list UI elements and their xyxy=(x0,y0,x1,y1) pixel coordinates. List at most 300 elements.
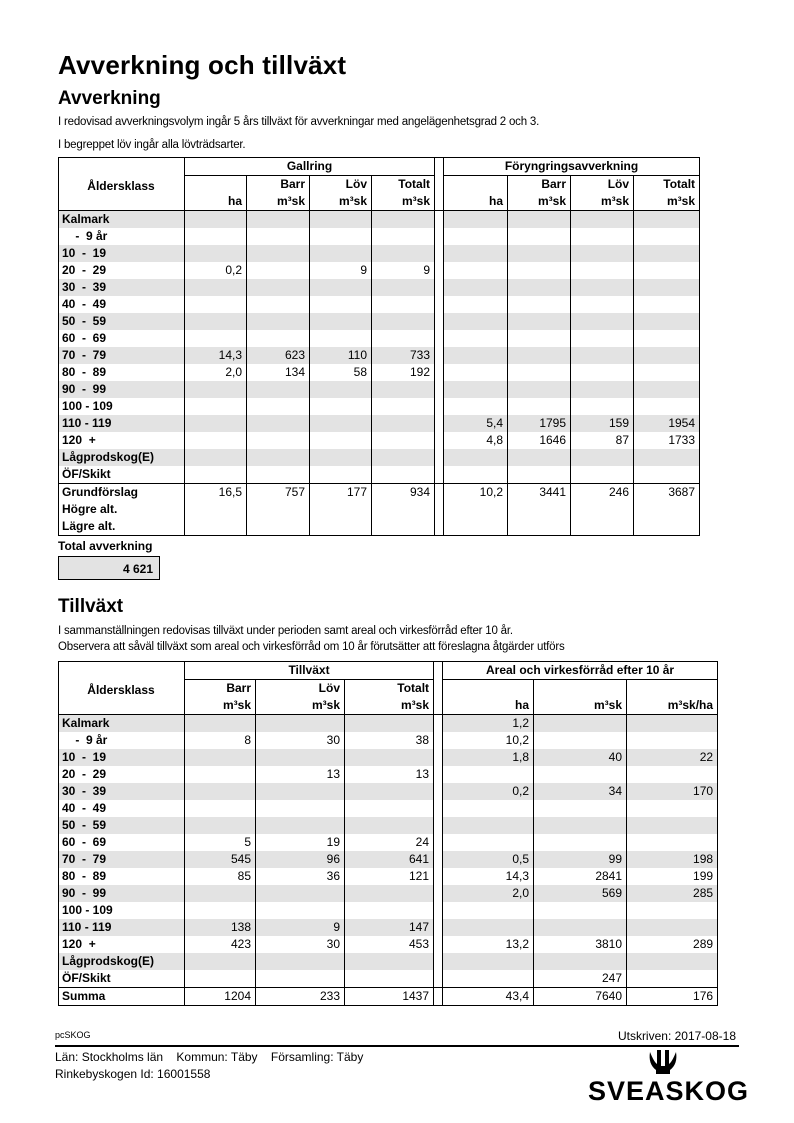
column-gap xyxy=(435,228,444,245)
cell-g-barr xyxy=(247,313,310,330)
cell-m3ha xyxy=(627,902,718,919)
cell-m3 xyxy=(534,834,627,851)
cell-g-tot xyxy=(372,518,435,536)
col-totalt: Totalt xyxy=(345,680,434,698)
print-date: Utskriven: 2017-08-18 xyxy=(617,1029,736,1043)
row-label: - 9 år xyxy=(59,732,185,749)
cell-f-barr: 3441 xyxy=(508,484,571,502)
cell-f-barr xyxy=(508,364,571,381)
cell-g-ha xyxy=(185,296,247,313)
row-label: 120 + xyxy=(59,936,185,953)
cell-f-ha: 10,2 xyxy=(444,484,508,502)
cell-ha: 1,8 xyxy=(443,749,534,766)
table-row xyxy=(59,228,700,245)
column-gap xyxy=(435,262,444,279)
cell-f-barr xyxy=(508,466,571,484)
cell-f-barr: 1646 xyxy=(508,432,571,449)
cell-m3ha xyxy=(627,919,718,936)
program-name: pcSKOG xyxy=(55,1030,91,1040)
cell-ha xyxy=(443,902,534,919)
cell-ha: 0,2 xyxy=(443,783,534,800)
cell-barr xyxy=(185,970,256,988)
column-gap xyxy=(435,501,444,518)
table-row xyxy=(59,313,700,330)
cell-g-ha xyxy=(185,211,247,229)
cell-barr xyxy=(185,783,256,800)
cell-lov: 30 xyxy=(256,732,345,749)
col-unit: m³sk xyxy=(247,193,310,211)
cell-f-ha xyxy=(444,211,508,229)
cell-ha: 13,2 xyxy=(443,936,534,953)
cell-g-tot xyxy=(372,313,435,330)
col-barr: Barr xyxy=(508,176,571,194)
column-gap xyxy=(434,766,443,783)
cell-barr xyxy=(185,953,256,970)
cell-g-ha xyxy=(185,398,247,415)
cell-g-tot xyxy=(372,381,435,398)
table-row xyxy=(59,834,718,851)
cell-f-barr xyxy=(508,211,571,229)
cell-f-ha: 4,8 xyxy=(444,432,508,449)
cell-m3ha xyxy=(627,953,718,970)
cell-g-lov xyxy=(310,466,372,484)
table-row xyxy=(59,766,718,783)
cell-f-barr xyxy=(508,398,571,415)
cell-g-ha: 0,2 xyxy=(185,262,247,279)
cell-m3: 247 xyxy=(534,970,627,988)
col-unit: m³sk xyxy=(310,193,372,211)
table-row xyxy=(59,347,700,364)
cell-f-ha xyxy=(444,518,508,536)
cell-g-lov xyxy=(310,381,372,398)
cell-f-lov: 159 xyxy=(571,415,634,432)
cell-f-lov xyxy=(571,518,634,536)
cell-barr xyxy=(185,885,256,902)
col-unit: m³sk xyxy=(256,697,345,715)
cell-tot xyxy=(345,817,434,834)
col-barr: Barr xyxy=(185,680,256,698)
cell-f-ha xyxy=(444,501,508,518)
page-title: Avverkning och tillväxt xyxy=(58,50,347,80)
cell-m3: 34 xyxy=(534,783,627,800)
cell-lov xyxy=(256,817,345,834)
table-row xyxy=(59,800,718,817)
cell-barr: 138 xyxy=(185,919,256,936)
col-totalt: Totalt xyxy=(372,176,435,194)
cell-m3ha xyxy=(627,970,718,988)
cell-g-barr xyxy=(247,211,310,229)
cell-m3: 2841 xyxy=(534,868,627,885)
cell-g-tot xyxy=(372,330,435,347)
cell-f-barr xyxy=(508,449,571,466)
cell-g-lov xyxy=(310,211,372,229)
cell-g-barr xyxy=(247,398,310,415)
cell-ha xyxy=(443,970,534,988)
column-gap xyxy=(435,466,444,484)
cell-f-barr xyxy=(508,501,571,518)
cell-g-lov: 58 xyxy=(310,364,372,381)
column-gap xyxy=(434,732,443,749)
cell-f-barr xyxy=(508,347,571,364)
row-label: ÖF/Skikt xyxy=(59,466,185,484)
cell-barr: 423 xyxy=(185,936,256,953)
table-row xyxy=(59,262,700,279)
cell-f-barr xyxy=(508,279,571,296)
row-label: 20 - 29 xyxy=(59,766,185,783)
cell-m3ha xyxy=(627,834,718,851)
cell-barr: 1204 xyxy=(185,988,256,1006)
column-gap xyxy=(434,902,443,919)
avverkning-note-1: I redovisad avverkningsvolym ingår 5 års tillväxt för avverkningar med angelägenhetsgrad 2 och 3. xyxy=(58,116,540,128)
column-gap xyxy=(435,415,444,432)
cell-barr: 545 xyxy=(185,851,256,868)
cell-f-barr xyxy=(508,245,571,262)
col-unit: m³sk xyxy=(508,193,571,211)
row-label: 80 - 89 xyxy=(59,868,185,885)
cell-f-barr xyxy=(508,518,571,536)
cell-g-barr xyxy=(247,432,310,449)
summary-row xyxy=(59,484,700,502)
cell-f-lov xyxy=(571,449,634,466)
column-gap xyxy=(435,484,444,502)
cell-tot: 453 xyxy=(345,936,434,953)
table-row xyxy=(59,902,718,919)
cell-tot xyxy=(345,749,434,766)
column-gap xyxy=(434,749,443,766)
cell-f-ha xyxy=(444,398,508,415)
table-row xyxy=(59,953,718,970)
cell-m3ha: 285 xyxy=(627,885,718,902)
cell-f-ha xyxy=(444,262,508,279)
cell-f-tot xyxy=(634,262,700,279)
col-lov: Löv xyxy=(310,176,372,194)
logo-text: SVEASKOG xyxy=(588,1076,750,1106)
table-row xyxy=(59,970,718,988)
cell-g-barr: 757 xyxy=(247,484,310,502)
summary-row xyxy=(59,501,700,518)
column-gap xyxy=(435,398,444,415)
row-label: 60 - 69 xyxy=(59,330,185,347)
row-label: 90 - 99 xyxy=(59,885,185,902)
column-gap xyxy=(434,919,443,936)
row-label: Lågprodskog(E) xyxy=(59,449,185,466)
cell-f-barr xyxy=(508,381,571,398)
cell-f-barr xyxy=(508,228,571,245)
cell-m3 xyxy=(534,766,627,783)
table-row xyxy=(59,398,700,415)
sveaskog-logo xyxy=(586,1048,750,1108)
row-label: 30 - 39 xyxy=(59,783,185,800)
cell-ha: 0,5 xyxy=(443,851,534,868)
cell-f-tot xyxy=(634,211,700,229)
cell-m3: 99 xyxy=(534,851,627,868)
cell-m3ha xyxy=(627,817,718,834)
row-label: 110 - 119 xyxy=(59,919,185,936)
cell-tot xyxy=(345,953,434,970)
row-label: 50 - 59 xyxy=(59,817,185,834)
col-lov: Löv xyxy=(256,680,345,698)
cell-f-lov xyxy=(571,262,634,279)
row-label: 10 - 19 xyxy=(59,749,185,766)
table-row xyxy=(59,936,718,953)
col-unit-per-ha: m³sk/ha xyxy=(627,697,718,715)
column-gap xyxy=(434,988,443,1006)
row-label: Lägre alt. xyxy=(59,518,185,536)
column-gap xyxy=(434,817,443,834)
cell-f-ha xyxy=(444,347,508,364)
cell-g-tot xyxy=(372,279,435,296)
cell-g-lov xyxy=(310,228,372,245)
col-unit: m³sk xyxy=(185,697,256,715)
cell-g-tot xyxy=(372,415,435,432)
column-gap xyxy=(434,834,443,851)
cell-g-ha xyxy=(185,501,247,518)
col-totalt: Totalt xyxy=(634,176,700,194)
cell-m3 xyxy=(534,800,627,817)
column-gap xyxy=(434,783,443,800)
column-gap xyxy=(434,936,443,953)
cell-g-ha xyxy=(185,449,247,466)
cell-barr xyxy=(185,800,256,817)
cell-g-barr xyxy=(247,415,310,432)
col-unit: m³sk xyxy=(634,193,700,211)
column-gap xyxy=(434,953,443,970)
cell-lov xyxy=(256,970,345,988)
cell-ha: 2,0 xyxy=(443,885,534,902)
table-row xyxy=(59,851,718,868)
cell-m3 xyxy=(534,902,627,919)
cell-f-tot xyxy=(634,398,700,415)
column-gap xyxy=(435,245,444,262)
row-label: 100 - 109 xyxy=(59,902,185,919)
cell-g-barr xyxy=(247,330,310,347)
cell-lov xyxy=(256,783,345,800)
cell-g-lov xyxy=(310,518,372,536)
row-label: - 9 år xyxy=(59,228,185,245)
column-gap xyxy=(435,296,444,313)
cell-m3 xyxy=(534,919,627,936)
cell-tot: 13 xyxy=(345,766,434,783)
column-gap xyxy=(435,449,444,466)
cell-m3ha: 170 xyxy=(627,783,718,800)
cell-tot xyxy=(345,970,434,988)
cell-m3ha xyxy=(627,732,718,749)
column-gap xyxy=(435,432,444,449)
cell-lov xyxy=(256,902,345,919)
cell-m3: 40 xyxy=(534,749,627,766)
cell-f-ha xyxy=(444,228,508,245)
cell-g-lov xyxy=(310,449,372,466)
cell-g-tot xyxy=(372,245,435,262)
tillvaxt-group-header: Tillväxt xyxy=(185,662,434,680)
table-row xyxy=(59,364,700,381)
cell-tot: 1437 xyxy=(345,988,434,1006)
cell-f-ha: 5,4 xyxy=(444,415,508,432)
cell-f-lov xyxy=(571,381,634,398)
cell-lov xyxy=(256,749,345,766)
row-label: 100 - 109 xyxy=(59,398,185,415)
cell-m3 xyxy=(534,732,627,749)
cell-g-barr xyxy=(247,228,310,245)
cell-f-barr xyxy=(508,330,571,347)
cell-g-lov xyxy=(310,330,372,347)
cell-f-tot xyxy=(634,245,700,262)
row-label: 60 - 69 xyxy=(59,834,185,851)
row-label: 70 - 79 xyxy=(59,347,185,364)
cell-barr xyxy=(185,817,256,834)
column-gap xyxy=(435,330,444,347)
column-gap xyxy=(434,851,443,868)
table-row xyxy=(59,885,718,902)
age-class-header: Åldersklass xyxy=(59,662,185,715)
cell-g-tot xyxy=(372,466,435,484)
cell-f-lov xyxy=(571,211,634,229)
cell-f-lov xyxy=(571,313,634,330)
cell-g-ha xyxy=(185,279,247,296)
column-gap xyxy=(434,868,443,885)
cell-m3ha xyxy=(627,766,718,783)
cell-m3ha: 176 xyxy=(627,988,718,1006)
cell-barr xyxy=(185,715,256,733)
cell-f-tot xyxy=(634,296,700,313)
cell-g-ha: 16,5 xyxy=(185,484,247,502)
cell-g-lov: 9 xyxy=(310,262,372,279)
row-label: Summa xyxy=(59,988,185,1006)
cell-g-barr xyxy=(247,279,310,296)
total-avverkning-value: 4 621 xyxy=(58,556,160,580)
foryngring-group-header: Föryngringsavverkning xyxy=(444,158,700,176)
cell-f-ha xyxy=(444,296,508,313)
table-row xyxy=(59,432,700,449)
cell-lov: 19 xyxy=(256,834,345,851)
row-label: 40 - 49 xyxy=(59,296,185,313)
cell-g-ha xyxy=(185,415,247,432)
cell-barr xyxy=(185,766,256,783)
cell-lov: 9 xyxy=(256,919,345,936)
cell-f-ha xyxy=(444,313,508,330)
cell-g-ha xyxy=(185,330,247,347)
cell-g-barr xyxy=(247,381,310,398)
col-unit: m³sk xyxy=(571,193,634,211)
table-row xyxy=(59,449,700,466)
cell-barr xyxy=(185,749,256,766)
table-row xyxy=(59,381,700,398)
cell-f-lov xyxy=(571,364,634,381)
cell-tot xyxy=(345,715,434,733)
cell-lov xyxy=(256,715,345,733)
table-row xyxy=(59,732,718,749)
cell-g-tot xyxy=(372,296,435,313)
cell-f-tot xyxy=(634,381,700,398)
cell-g-tot xyxy=(372,398,435,415)
table-row xyxy=(59,919,718,936)
row-label: Lågprodskog(E) xyxy=(59,953,185,970)
column-gap xyxy=(435,211,444,229)
cell-g-tot: 192 xyxy=(372,364,435,381)
cell-ha xyxy=(443,766,534,783)
row-label: Kalmark xyxy=(59,715,185,733)
cell-g-ha xyxy=(185,432,247,449)
cell-g-ha xyxy=(185,228,247,245)
table-row xyxy=(59,783,718,800)
table-row xyxy=(59,415,700,432)
avverkning-heading: Avverkning xyxy=(58,88,161,109)
cell-g-lov xyxy=(310,415,372,432)
cell-f-lov xyxy=(571,398,634,415)
tillvaxt-note-2: Observera att såväl tillväxt som areal och virkesförråd om 10 år förutsätter att föreslagna åtgärder utförs xyxy=(58,641,565,653)
col-ha: ha xyxy=(444,193,508,211)
cell-f-lov: 246 xyxy=(571,484,634,502)
cell-g-ha xyxy=(185,518,247,536)
cell-m3: 7640 xyxy=(534,988,627,1006)
gallring-group-header: Gallring xyxy=(185,158,435,176)
cell-m3 xyxy=(534,715,627,733)
cell-g-tot xyxy=(372,449,435,466)
cell-lov xyxy=(256,800,345,817)
cell-g-lov xyxy=(310,296,372,313)
col-ha: ha xyxy=(443,697,534,715)
cell-barr: 8 xyxy=(185,732,256,749)
crown-icon xyxy=(586,1048,740,1078)
cell-f-lov xyxy=(571,245,634,262)
cell-g-lov xyxy=(310,245,372,262)
cell-m3ha: 22 xyxy=(627,749,718,766)
col-unit: m³sk xyxy=(534,697,627,715)
cell-f-lov: 87 xyxy=(571,432,634,449)
cell-f-tot xyxy=(634,330,700,347)
cell-g-lov xyxy=(310,398,372,415)
cell-ha xyxy=(443,834,534,851)
cell-f-lov xyxy=(571,279,634,296)
cell-m3ha: 289 xyxy=(627,936,718,953)
row-label: 50 - 59 xyxy=(59,313,185,330)
row-label: 120 + xyxy=(59,432,185,449)
avverkning-note-2: I begreppet löv ingår alla lövträdsarter. xyxy=(58,139,246,151)
cell-lov: 13 xyxy=(256,766,345,783)
cell-f-lov xyxy=(571,330,634,347)
cell-f-lov xyxy=(571,466,634,484)
cell-g-ha: 2,0 xyxy=(185,364,247,381)
cell-f-tot xyxy=(634,279,700,296)
cell-f-tot xyxy=(634,449,700,466)
column-gap xyxy=(435,279,444,296)
cell-g-barr: 134 xyxy=(247,364,310,381)
cell-f-barr: 1795 xyxy=(508,415,571,432)
row-label: Grundförslag xyxy=(59,484,185,502)
cell-g-ha xyxy=(185,245,247,262)
cell-g-barr xyxy=(247,296,310,313)
cell-m3: 569 xyxy=(534,885,627,902)
cell-f-ha xyxy=(444,279,508,296)
summa-row xyxy=(59,988,718,1006)
cell-f-tot xyxy=(634,466,700,484)
cell-ha: 10,2 xyxy=(443,732,534,749)
cell-g-tot: 9 xyxy=(372,262,435,279)
cell-g-lov xyxy=(310,279,372,296)
cell-tot xyxy=(345,800,434,817)
cell-lov xyxy=(256,953,345,970)
cell-f-tot xyxy=(634,313,700,330)
cell-tot: 147 xyxy=(345,919,434,936)
column-gap xyxy=(434,885,443,902)
cell-ha: 1,2 xyxy=(443,715,534,733)
cell-f-barr xyxy=(508,296,571,313)
cell-f-lov xyxy=(571,347,634,364)
cell-g-barr xyxy=(247,262,310,279)
cell-f-ha xyxy=(444,466,508,484)
cell-barr: 85 xyxy=(185,868,256,885)
cell-f-tot: 1954 xyxy=(634,415,700,432)
